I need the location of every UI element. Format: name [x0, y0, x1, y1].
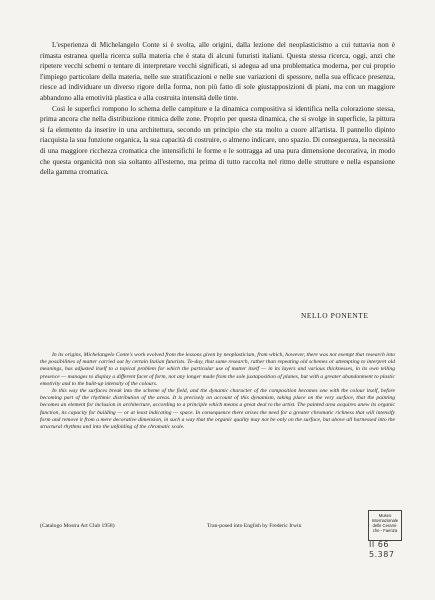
handwritten-line-2: 5.387 — [369, 550, 395, 559]
stamp-line: Museo — [378, 513, 392, 518]
english-text-block — [40, 352, 395, 431]
stamp-line: che - Faenza — [372, 528, 398, 533]
stamp-line: delle Cerami- — [372, 523, 398, 528]
museum-stamp — [368, 510, 402, 541]
catalog-note: (Catalogo Mostra Art Club 1958) — [40, 523, 115, 529]
stamp-line: Internazionale — [371, 518, 399, 523]
english-paragraph-1: In its origins, Michelangelo Conte's work evolved from the lessons given by neoplasticism, from which, however, there was not exempt that research into the possibilities of matter carried out by certain Italian futurists. To-day, that same research, rather than repeating old schemes or attempting to interpret old meanings, has adjusted itself to a topical problem for which the particular use of matter itself — in its layers and various thicknesses, in its own telling presence — manages to display a different facet of form, not any longer made from the sole juxtaposition of planes, but with a greater abandonment to plastic emotivity and to the built-up intensity of the colours. — [40, 352, 395, 387]
translator-note: Tran-posed into English by Frederic Irwin — [207, 523, 302, 529]
italian-text-block — [40, 40, 395, 178]
handwritten-line-1: II 66 — [369, 540, 389, 549]
italian-paragraph-1: L'esperienza di Michelangelo Conte si è svolta, alle origini, dalla lezione del neoplasticismo a cui tuttavia non è rimasta estranea quella ricerca sulla materia che è stata di alcuni futuristi italiani. Questa stessa ricerca, oggi, anzi che ripetere vecchi schemi o tentare di interpretare vecchi significati, si adegua ad una problematica moderna, per cui proprio l'impiego particolare della materia, nelle sue stratificazioni e nelle sue variazioni di spessore, nella sua efficace presenza, riesce ad individuare un diverso rigore della forma, non più fatto di sole giustapposizioni di piani, ma con un maggiore abbandono alla emotività plastica e alla costruita intensità delle tinte. — [40, 41, 395, 102]
english-paragraph-2: In this way the surfaces break into the scheme of the field, and the dynamic character of the composition becomes one with the colour itself, before becoming part of the rhythmic distribution of the areas. It is precisely on account of this dynamism, taking place on the very surface, that the painting becomes an element for inclusion in architecture, according to a principle which means a great deal to the artist. The painted area acquires anew its organic function, its capacity for building — or at least indicating — space. In consequence there arises the need for a greater chromatic richness that will intensify form and remove it from a mere decorative dimension, in such a way that the organic quality may not be only on the surface, but above all harnessed into the structural rhythms and into the unfolding of the chromatic scale. — [40, 388, 395, 431]
author-signature: NELLO PONENTE — [301, 311, 369, 320]
handwritten-inventory-number — [369, 540, 394, 560]
italian-paragraph-2: Così le superfici rompono lo schema delle campiture e la dinamica compositiva si identifica nella colorazione stessa, prima ancora che nella distribuzione ritmica delle zone. Proprio per questa dinamica, che si svolge in superficie, la pittura si fa elemento da inserire in una architettura, secondo un principio che sta molto a cuore all'artista. Il pannello dipinto riacquista la sua funzione organica, la sua capacità di costruire, o almeno indicare, uno spazio. Di conseguenza, la necessità di una maggiore ricchezza cromatica che intensifichi le forme e le sottragga ad una pura dimensione decorativa, in modo che questa organicità non sia soltanto all'esterno, ma prima di tutto raccolta nel ritmo delle strutture e nella espansione della gamma cromatica. — [40, 104, 395, 177]
